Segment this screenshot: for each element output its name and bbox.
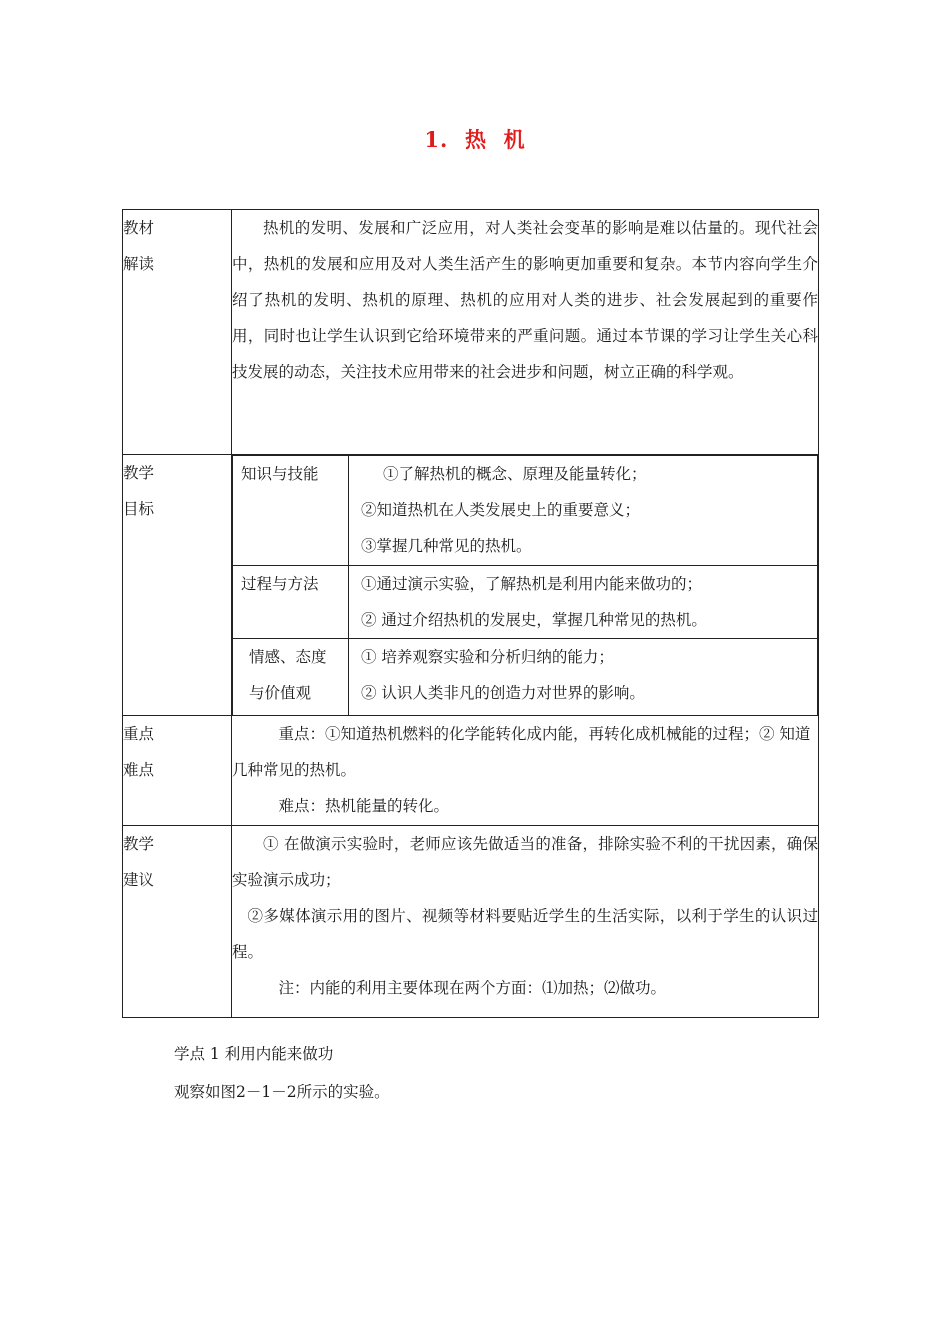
note: 注：内能的利用主要体现在两个方面：⑴加热；⑵做功。 bbox=[278, 978, 667, 997]
row-content bbox=[232, 210, 819, 455]
goal-group bbox=[233, 639, 818, 715]
row-content bbox=[232, 825, 819, 1017]
page-title: 1. 热 机 bbox=[424, 127, 526, 152]
goal-group-label: 知识与技能 bbox=[233, 456, 349, 566]
row-jiaocai bbox=[123, 210, 819, 455]
lesson-table bbox=[122, 209, 819, 1018]
goal-group-items: ①了解热机的概念、原理及能量转化； ②知道热机在人类发展史上的重要意义； ③掌握几种常见的热机。 bbox=[349, 456, 818, 566]
goals-cell bbox=[232, 455, 819, 716]
row-label: 教学 目标 bbox=[123, 455, 232, 716]
row-jianyi bbox=[123, 825, 819, 1017]
row-label: 教学 建议 bbox=[123, 825, 232, 1017]
suggestion-1: ① 在做演示实验时，老师应该先做适当的准备，排除实验不利的干扰因素，确保实验演示成功； bbox=[232, 834, 818, 889]
key-points: 重点：①知道热机燃料的化学能转化成内能，再转化成机械能的过程；② 知道几种常见的热机。 bbox=[232, 724, 811, 779]
row-mubiao bbox=[123, 455, 819, 716]
row-label: 重点 难点 bbox=[123, 715, 232, 825]
row-zhongdian bbox=[123, 715, 819, 825]
row-content bbox=[232, 715, 819, 825]
goals-table bbox=[232, 455, 818, 715]
section-heading: 学点 1 利用内能来做功 bbox=[174, 1045, 334, 1063]
goal-group bbox=[233, 566, 818, 639]
goal-group-items: ①通过演示实验，了解热机是利用内能来做功的； ② 通过介绍热机的发展史，掌握几种常见的热机。 bbox=[349, 566, 818, 639]
jiaocai-text: 热机的发明、发展和广泛应用，对人类社会变革的影响是难以估量的。现代社会中，热机的发展和应用及对人类生活产生的影响更加重要和复杂。本节内容向学生介绍了热机的发明、热机的原理、热机的应用对人类的进步、社会发展起到的重要作用，同时也让学生认识到它给环境带来的严重问题。通过本节课的学习让学生关心科技发展的动态，关注技术应用带来的社会进步和问题，树立正确的科学观。 bbox=[232, 219, 818, 381]
goal-group-label: 情感、态度与价值观 bbox=[233, 639, 349, 715]
section-text: 观察如图2－1－2所示的实验。 bbox=[174, 1083, 390, 1101]
goal-group bbox=[233, 456, 818, 566]
row-label: 教材 解读 bbox=[123, 210, 232, 455]
goal-group-items: ① 培养观察实验和分析归纳的能力； ② 认识人类非凡的创造力对世界的影响。 bbox=[349, 639, 818, 715]
difficult-points: 难点：热机能量的转化。 bbox=[278, 796, 450, 815]
goal-group-label: 过程与方法 bbox=[233, 566, 349, 639]
suggestion-2: ②多媒体演示用的图片、视频等材料要贴近学生的生活实际，以利于学生的认识过程。 bbox=[232, 906, 818, 961]
